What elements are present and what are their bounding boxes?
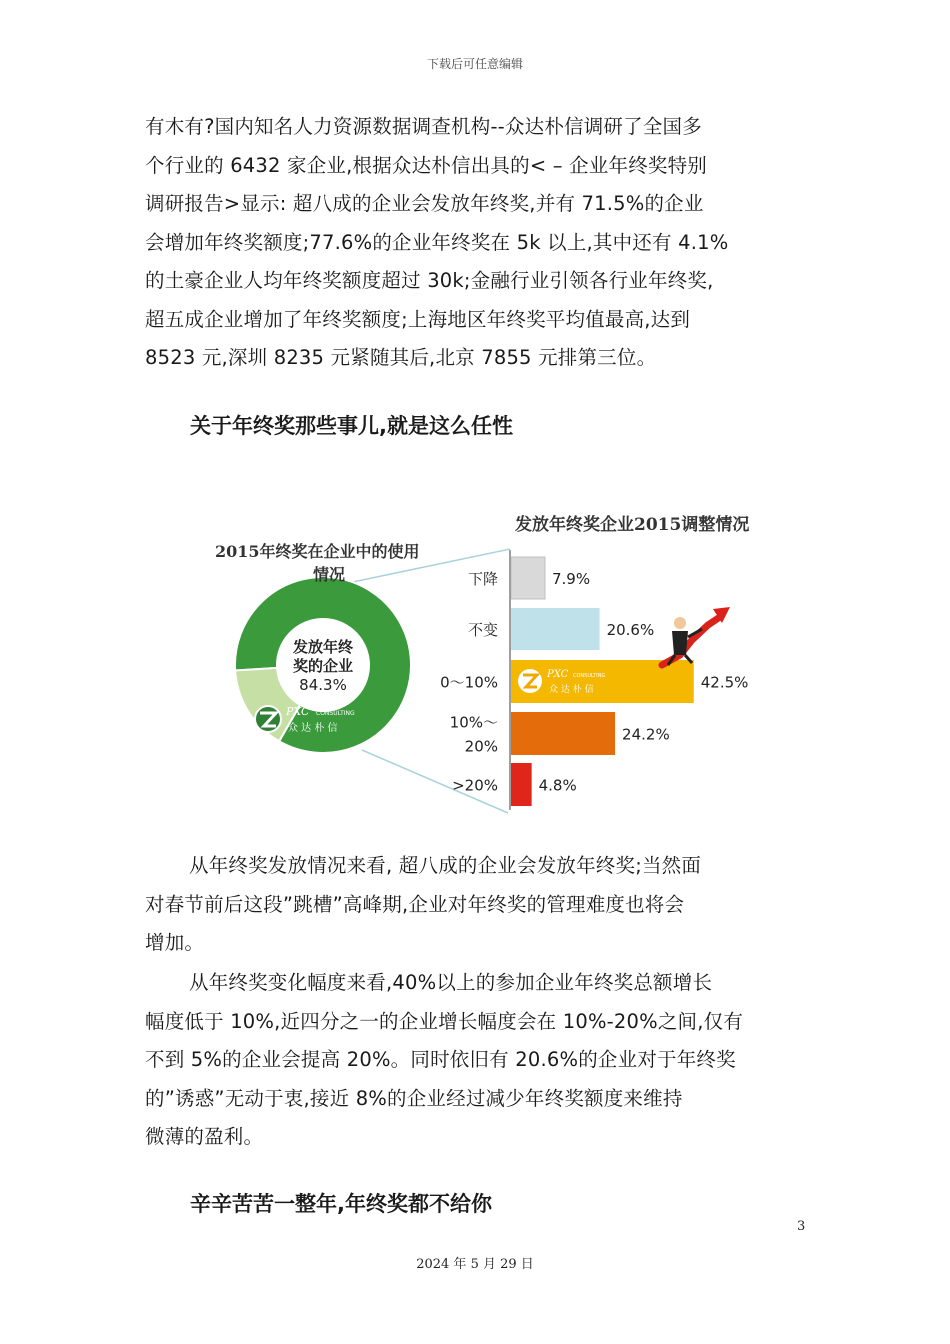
text-line: 从年终奖发放情况来看, 超八成的企业会发放年终奖;当然面: [189, 854, 702, 877]
text-line: 有木有?国内知名人力资源数据调查机构--众达朴信调研了全国多: [145, 115, 702, 138]
text-line: 8523 元,深圳 8235 元紧随其后,北京 7855 元排第三位。: [145, 346, 657, 369]
page-number: 3: [797, 1219, 806, 1234]
paragraph-change: [145, 964, 810, 1157]
bar-category-label: 不变: [467, 621, 498, 639]
bar: [511, 608, 600, 650]
logo-cn: 众 达 朴 信: [549, 685, 594, 695]
bar-category-label: 10%～: [449, 713, 498, 732]
text-line: 对春节前后这段”跳槽”高峰期,企业对年终奖的管理难度也将会: [145, 892, 685, 916]
text-line: 的”诱惑”无动于衷,接近 8%的企业经过减少年终奖额度来维持: [145, 1086, 683, 1110]
text-line: 超五成企业增加了年终奖额度;上海地区年终奖平均值最高,达到: [145, 307, 691, 331]
donut-title: 2015年终奖在企业中的使用: [215, 542, 420, 561]
bar-category-label: 20%: [464, 737, 498, 756]
header-note: 下载后可任意编辑: [426, 57, 523, 71]
bar-category-label: 0～10%: [440, 673, 498, 692]
donut-center-value: 84.3%: [299, 676, 347, 694]
chart-figure: [210, 505, 800, 835]
bar: [511, 557, 545, 599]
bar-value-label: 42.5%: [700, 673, 749, 692]
bar-value-label: 24.2%: [622, 725, 670, 744]
text-line: 增加。: [145, 931, 205, 954]
bar-chart: [440, 557, 748, 806]
text-line: 会增加年终奖额度;77.6%的企业年终奖在 5k 以上,其中还有 4.1%: [145, 230, 729, 254]
bar: [511, 763, 532, 806]
text-line: 调研报告>显示: 超八成的企业会发放年终奖,并有 71.5%的企业: [145, 192, 704, 215]
text-line: 的土豪企业人均年终奖额度超过 30k;金融行业引领各行业年终奖,: [145, 269, 714, 292]
bar-category-label: 下降: [467, 570, 498, 588]
logo-mark-icon: [255, 706, 281, 732]
bar-value-label: 7.9%: [551, 570, 591, 588]
text-line: 个行业的 6432 家企业,根据众达朴信出具的< – 企业年终奖特别: [145, 153, 708, 177]
logo-sub: CONSULTING: [573, 673, 606, 679]
donut-center-label: 发放年终: [292, 638, 354, 656]
section-heading: 辛辛苦苦一整年,年终奖都不给你: [190, 1192, 492, 1216]
logo-brand: PXC: [286, 705, 310, 718]
footer-date: 2024 年 5 月 29 日: [416, 1257, 534, 1272]
section-heading: 关于年终奖那些事儿,就是这么任性: [190, 414, 513, 438]
text-line: 从年终奖变化幅度来看,40%以上的参加企业年终奖总额增长: [189, 971, 713, 994]
text-line: 幅度低于 10%,近四分之一的企业增长幅度会在 10%-20%之间,仅有: [145, 1009, 744, 1033]
bar-value-label: 4.8%: [538, 776, 577, 795]
bar-chart-title: 发放年终奖企业2015调整情况: [515, 515, 750, 535]
donut-title: 情况: [313, 565, 346, 584]
growth-arrow-icon: [662, 607, 730, 665]
logo-sub: CONSULTING: [316, 710, 355, 717]
logo-brand: PXC: [547, 669, 569, 680]
paragraph-distribution: [145, 847, 810, 963]
text-line: 微薄的盈利。: [145, 1125, 264, 1148]
donut-center-label: 奖的企业: [292, 657, 354, 675]
bar-value-label: 20.6%: [606, 621, 655, 639]
logo-cn: 众 达 朴 信: [288, 723, 338, 734]
bar: [511, 712, 615, 755]
paragraph-intro: [145, 108, 810, 378]
bar-category-label: >20%: [452, 776, 498, 795]
text-line: 不到 5%的企业会提高 20%。同时依旧有 20.6%的企业对于年终奖: [145, 1048, 736, 1071]
